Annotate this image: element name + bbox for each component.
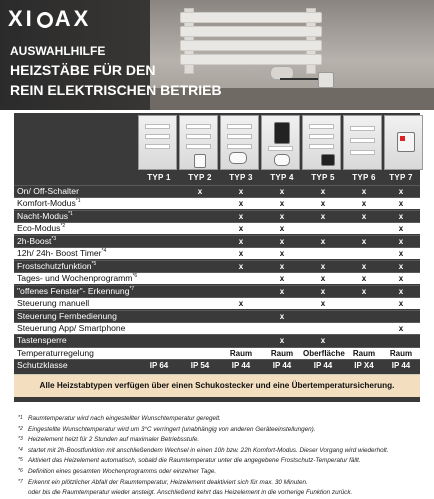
table-row	[14, 210, 420, 222]
feature-name: Frostschutzfunktion	[17, 260, 92, 271]
feature-name: Tages- und Wochenprogramm	[17, 273, 133, 284]
table-cell: IP 44	[272, 361, 292, 371]
feature-label	[17, 248, 106, 259]
hero-banner	[0, 0, 434, 110]
table-cell: x	[320, 299, 326, 309]
footnote-ref: *6	[132, 273, 138, 280]
feature-name: Eco-Modus	[17, 223, 61, 234]
type-header-cell: TYP 3	[229, 173, 253, 182]
feature-label	[17, 286, 134, 297]
feature-name: "offenes Fenster"- Erkennung	[17, 285, 130, 296]
table-cell: x	[361, 286, 367, 296]
table-cell: x	[398, 224, 404, 234]
footnote-item	[16, 414, 426, 425]
footnote-mark: *5	[18, 457, 23, 464]
type-header-cell: TYP 5	[311, 173, 335, 182]
feature-label	[17, 311, 117, 322]
footnote-text: Eingestellte Wunschtemperatur wird um 3°C verringert (unabhängig von anderen Geräteeinstellungen).	[28, 425, 316, 433]
feature-label	[17, 348, 94, 359]
feature-label	[17, 211, 73, 222]
table-row	[14, 334, 420, 346]
footnote-ref: *1	[68, 210, 73, 217]
feature-label	[17, 261, 96, 272]
table-cell: x	[238, 236, 244, 246]
type-header-row	[14, 172, 420, 184]
footnote-text: startet mit 2h-Boostfunktion mit anschließendem Wechsel in einen 10h bzw. 22h Komfort-Modus. Dieser Vorgang wird wiederholt.	[28, 446, 389, 454]
table-cell: IP X4	[354, 361, 374, 371]
table-cell: x	[320, 336, 326, 346]
radiator-bar	[180, 26, 322, 37]
table-cell: x	[361, 261, 367, 271]
logo-text-left: XI	[8, 6, 35, 31]
table-row	[14, 322, 420, 334]
table-cell: x	[398, 323, 404, 333]
table-cell: x	[279, 311, 285, 321]
table-cell: IP 44	[391, 361, 411, 371]
table-cell: x	[398, 274, 404, 284]
footnote-text: Erkennt ein plötzlicher Abfall der Raumtemperatur, Heizelement deaktiviert sich für max. 30 Minuten.	[28, 478, 308, 486]
table-cell: x	[361, 236, 367, 246]
feature-name: Steuerung App/ Smartphone	[17, 322, 126, 333]
table-row	[14, 272, 420, 284]
feature-label	[17, 186, 79, 197]
footnote-text: Heizelement heizt für 2 Stunden auf maximaler Betriebsstufe.	[28, 436, 200, 444]
table-cell: x	[279, 249, 285, 259]
footnote-ref: *5	[91, 260, 97, 267]
table-cell: x	[320, 261, 326, 271]
footnote-item	[16, 425, 426, 436]
feature-label	[17, 360, 68, 371]
table-cell: x	[238, 261, 244, 271]
table-cell: x	[279, 199, 285, 209]
footnote-mark: *7	[18, 478, 23, 485]
towel-radiator-image	[180, 8, 320, 70]
table-cell: x	[238, 299, 244, 309]
feature-label	[17, 298, 89, 309]
table-row	[14, 247, 420, 259]
table-cell: x	[398, 286, 404, 296]
footnote-item	[16, 467, 426, 478]
logo-text-right: AX	[54, 6, 92, 31]
feature-name: Temperaturregelung	[17, 347, 94, 358]
footnotes	[16, 414, 426, 499]
feature-label	[17, 323, 125, 334]
feature-name: Steuerung Fernbedienung	[17, 310, 117, 321]
footnote-text: Definition eines gesamten Wochenprogramms oder einzelner Tage.	[28, 467, 217, 475]
table-cell: x	[320, 286, 326, 296]
table-row	[14, 197, 420, 209]
type-header-cell: TYP 2	[188, 173, 212, 182]
typ4-image	[261, 115, 300, 170]
feature-name: Tastensperre	[17, 335, 67, 346]
table-cell: x	[361, 199, 367, 209]
table-cell: x	[320, 199, 326, 209]
type-header-cell: TYP 1	[147, 173, 171, 182]
notice-text: Alle Heizstabtypen verfügen über einen Schukostecker und eine Übertemperatursicherung.	[39, 381, 395, 390]
table-row	[14, 359, 420, 371]
hero-title-line1: HEIZSTÄBE FÜR DEN	[10, 62, 156, 78]
footnote-mark: *1	[18, 415, 23, 421]
table-cell: Raum	[229, 348, 253, 358]
table-row	[14, 285, 420, 297]
footnote-mark: *2	[18, 425, 23, 432]
table-cell: Raum	[352, 348, 376, 358]
footnote-mark: *3	[18, 436, 23, 443]
table-cell: x	[279, 187, 285, 196]
footnote-item	[16, 456, 426, 467]
typ7-image	[384, 115, 423, 170]
footnote-mark: *6	[18, 467, 23, 474]
table-cell: x	[320, 274, 326, 284]
type-header-cell: TYP 6	[352, 173, 376, 182]
table-cell: x	[361, 187, 367, 196]
table-cell: Oberfläche	[303, 348, 345, 358]
table-cell: x	[238, 199, 244, 209]
feature-name: On/ Off-Schalter	[17, 186, 79, 196]
footnote-item	[16, 446, 426, 457]
feature-name: 12h/ 24h- Boost Timer	[17, 248, 102, 259]
feature-label	[17, 273, 137, 284]
power-cable	[280, 78, 322, 80]
table-cell: IP 54	[190, 361, 210, 371]
feature-label	[17, 223, 65, 234]
table-row	[14, 310, 420, 322]
table-row	[14, 260, 420, 272]
table-cell: x	[279, 274, 285, 284]
table-row	[14, 222, 420, 234]
table-cell: Raum	[389, 348, 413, 358]
table-cell: x	[197, 187, 203, 196]
table-cell: IP 64	[149, 361, 169, 371]
feature-name: Nacht-Modus	[17, 210, 69, 221]
feature-label	[17, 236, 56, 247]
type-header-cell: TYP 7	[389, 173, 413, 182]
radiator-bar	[180, 54, 322, 65]
table-cell: x	[238, 211, 244, 221]
table-cell: x	[361, 274, 367, 284]
feature-name: Schutzklasse	[17, 360, 68, 371]
table-row	[14, 185, 420, 197]
table-row	[14, 297, 420, 309]
footnote-item	[16, 488, 426, 499]
radiator-bar	[180, 40, 322, 51]
hero-subtitle: AUSWAHLHILFE	[10, 44, 106, 58]
wall-socket	[318, 72, 334, 88]
table-row	[14, 235, 420, 247]
footnote-ref: *2	[60, 223, 66, 230]
footnote-item	[16, 478, 426, 489]
table-cell: IP 44	[231, 361, 251, 371]
table-cell: x	[398, 249, 404, 259]
notice-bar	[14, 374, 420, 397]
footnote-ref: *7	[129, 285, 135, 292]
footnote-ref: *1	[75, 198, 81, 205]
table-cell: x	[279, 236, 285, 246]
table-cell: x	[398, 261, 404, 271]
table-cell: x	[320, 211, 326, 221]
type-header-cell: TYP 4	[270, 173, 294, 182]
table-cell: x	[279, 336, 285, 346]
ximax-logo	[8, 6, 91, 32]
table-cell: x	[320, 187, 326, 196]
table-cell: x	[279, 224, 285, 234]
table-cell: x	[279, 211, 285, 221]
footnote-text: oder bis die Raumtemperatur wieder ansteigt. Anschließend kehrt das Heizelement in die vorherige Funktion zurück.	[28, 489, 353, 497]
feature-name: Steuerung manuell	[17, 298, 90, 309]
table-cell: x	[398, 199, 404, 209]
footnote-text: Aktiviert das Heizelement automatisch, sobald die Raumtemperatur unter die angegebene Frostschutz-Temperatur fällt.	[28, 457, 361, 465]
table-cell: x	[279, 286, 285, 296]
feature-name: Komfort-Modus	[17, 198, 76, 209]
table-row	[14, 347, 420, 359]
table-cell: x	[398, 236, 404, 246]
table-cell: x	[238, 249, 244, 259]
typ6-image	[343, 115, 382, 170]
footnote-ref: *3	[51, 235, 57, 242]
comparison-table	[14, 113, 420, 402]
radiator-bar	[180, 12, 322, 23]
feature-name: 2h-Boost	[17, 235, 52, 246]
table-cell: x	[238, 224, 244, 234]
table-cell: x	[398, 187, 404, 196]
typ5-image	[302, 115, 341, 170]
typ3-image	[220, 115, 259, 170]
table-cell: IP 44	[313, 361, 333, 371]
footnote-mark: *4	[18, 446, 23, 453]
footnote-item	[16, 435, 426, 446]
table-cell: x	[320, 236, 326, 246]
hero-title-line2: REIN ELEKTRISCHEN BETRIEB	[10, 82, 222, 98]
feature-label	[17, 198, 80, 209]
table-cell: x	[398, 211, 404, 221]
footnote-ref: *4	[101, 248, 107, 255]
table-cell: x	[361, 211, 367, 221]
typ1-image	[138, 115, 177, 170]
table-cell: Raum	[270, 348, 294, 358]
footnote-text: Raumtemperatur wird nach eingestellter Wunschtemperatur geregelt.	[28, 415, 221, 422]
typ2-image	[179, 115, 218, 170]
table-cell: x	[279, 261, 285, 271]
table-cell: x	[398, 299, 404, 309]
logo-ring-icon	[37, 12, 53, 28]
table-cell: x	[238, 187, 244, 196]
feature-label	[17, 335, 67, 346]
